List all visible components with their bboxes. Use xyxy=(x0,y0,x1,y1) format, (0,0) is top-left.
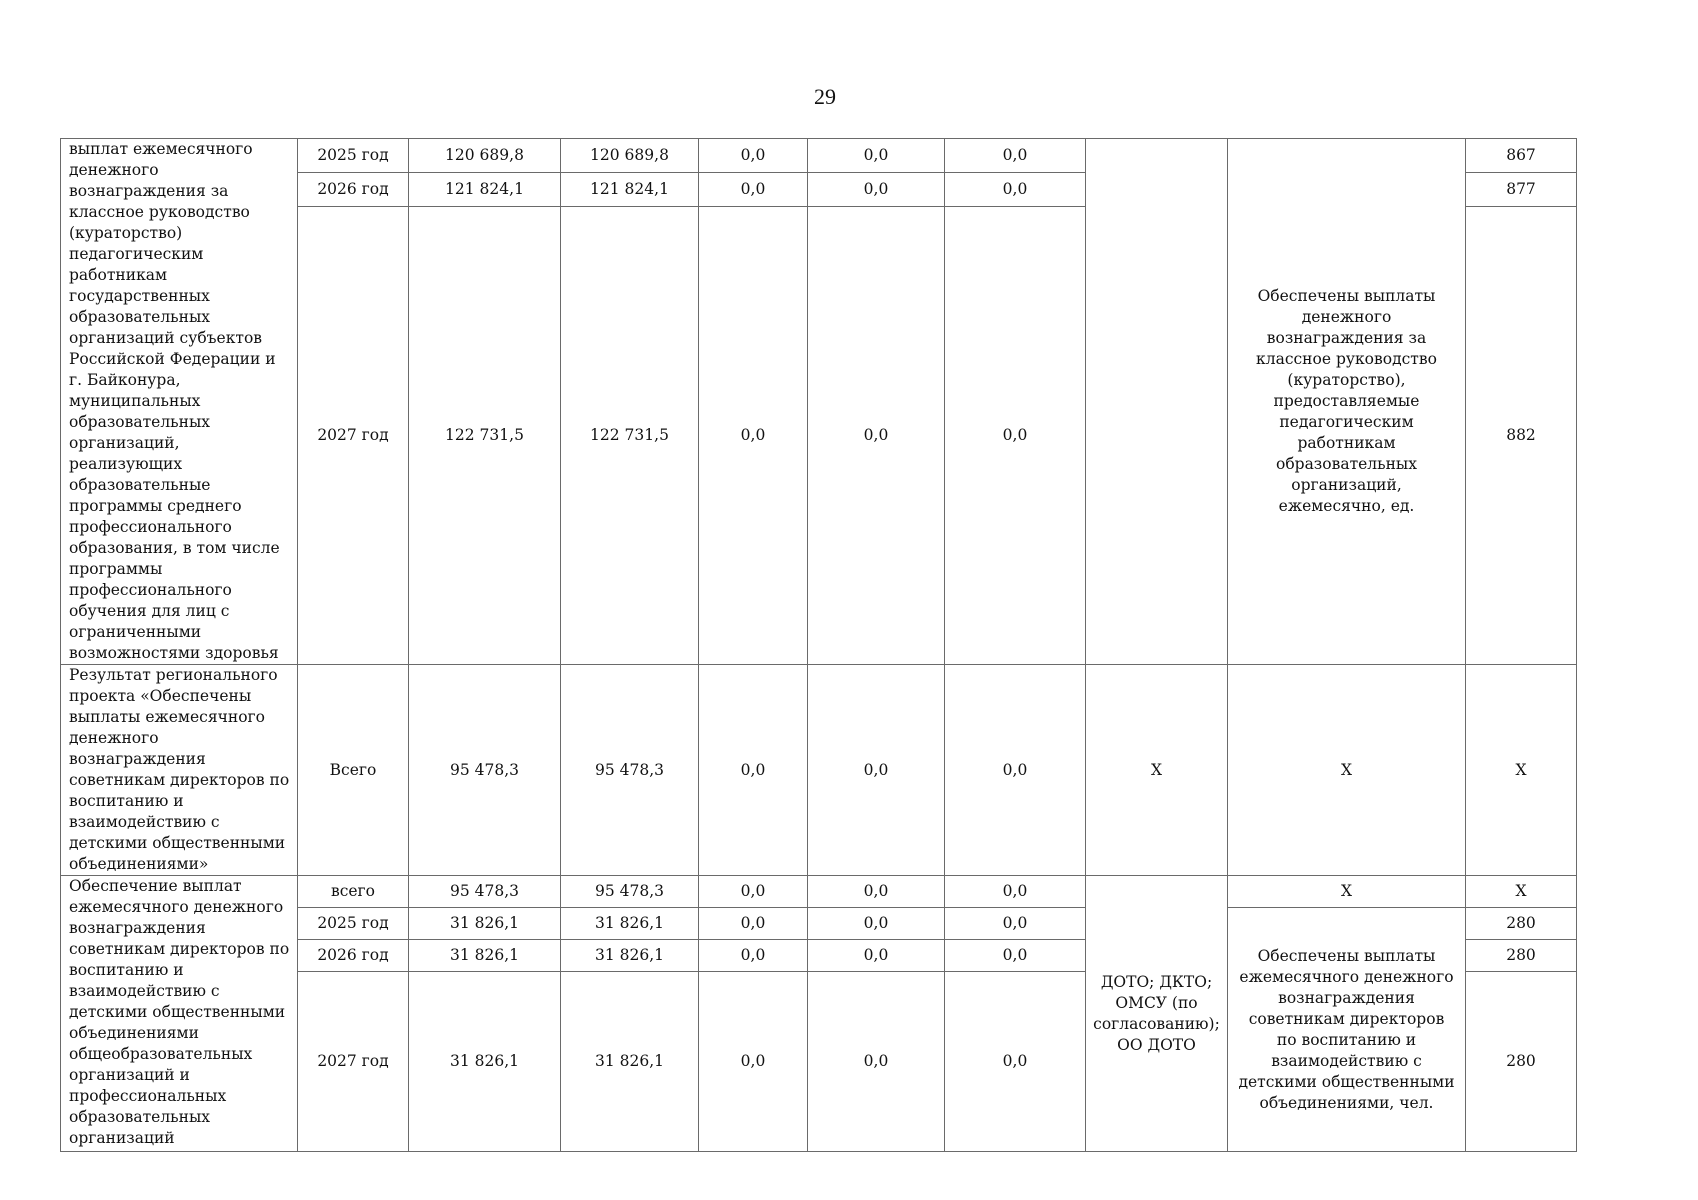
amount-total-cell: 120 689,8 xyxy=(409,139,561,173)
amount-cell: 0,0 xyxy=(699,908,808,940)
budget-table xyxy=(60,138,1577,1152)
indicator-value-cell: 280 xyxy=(1466,908,1577,940)
result-cell: Х xyxy=(1228,665,1466,876)
amount-cell: 0,0 xyxy=(808,876,945,908)
indicator-value-cell: Х xyxy=(1466,876,1577,908)
amount-cell: 0,0 xyxy=(945,207,1086,665)
amount-cell: 0,0 xyxy=(699,972,808,1152)
period-cell: 2027 год xyxy=(298,207,409,665)
amount-cell: 0,0 xyxy=(808,172,945,207)
amount-total-cell: 31 826,1 xyxy=(409,940,561,972)
result-cell: Обеспечены выплаты денежного вознаграждения за классное руководство (кураторство), предоставляемые педагогическим работникам образовательных организаций, ежемесячно, ед. xyxy=(1228,139,1466,665)
amount-cell: 0,0 xyxy=(945,940,1086,972)
indicator-value-cell: 280 xyxy=(1466,972,1577,1152)
amount-cell: 31 826,1 xyxy=(561,908,699,940)
page-number: 29 xyxy=(814,84,836,109)
amount-cell: 95 478,3 xyxy=(561,665,699,876)
result-cell: Х xyxy=(1228,876,1466,908)
amount-cell: 0,0 xyxy=(808,665,945,876)
period-cell: 2026 год xyxy=(298,940,409,972)
amount-total-cell: 95 478,3 xyxy=(409,665,561,876)
table-row xyxy=(61,139,1577,173)
amount-total-cell: 121 824,1 xyxy=(409,172,561,207)
executor-cell xyxy=(1086,139,1228,665)
amount-cell: 0,0 xyxy=(945,665,1086,876)
indicator-value-cell: Х xyxy=(1466,665,1577,876)
amount-cell: 0,0 xyxy=(945,876,1086,908)
executor-cell: Х xyxy=(1086,665,1228,876)
amount-cell: 0,0 xyxy=(808,207,945,665)
amount-total-cell: 122 731,5 xyxy=(409,207,561,665)
amount-cell: 0,0 xyxy=(699,139,808,173)
amount-cell: 122 731,5 xyxy=(561,207,699,665)
amount-cell: 0,0 xyxy=(808,940,945,972)
amount-cell: 0,0 xyxy=(699,940,808,972)
measure-name-cell: Обеспечение выплат ежемесячного денежного вознаграждения советникам директоров по воспитанию и взаимодействию с детскими общественными объединениями общеобразовательных организаций и профессиональных образовательных организаций xyxy=(61,876,298,1152)
indicator-value-cell: 280 xyxy=(1466,940,1577,972)
period-cell: всего xyxy=(298,876,409,908)
period-cell: 2025 год xyxy=(298,908,409,940)
period-cell: 2025 год xyxy=(298,139,409,173)
amount-cell: 121 824,1 xyxy=(561,172,699,207)
amount-cell: 0,0 xyxy=(808,139,945,173)
period-cell: Всего xyxy=(298,665,409,876)
amount-cell: 31 826,1 xyxy=(561,940,699,972)
amount-cell: 120 689,8 xyxy=(561,139,699,173)
period-cell: 2026 год xyxy=(298,172,409,207)
regional-project-result-name: Результат регионального проекта «Обеспечены выплаты ежемесячного денежного вознаграждения советникам директоров по воспитанию и взаимодействию с детскими общественными объединениями» xyxy=(61,665,298,876)
amount-cell: 0,0 xyxy=(808,908,945,940)
amount-cell: 0,0 xyxy=(699,172,808,207)
measure-name-cell: выплат ежемесячного денежного вознаграждения за классное руководство (кураторство) педагогическим работникам государственных образовательных организаций субъектов Российской Федерации и г. Байконура, муниципальных образовательных организаций, реализующих образовательные программы среднего профессионального образования, в том числе программы профессионального обучения для лиц с ограниченными возможностями здоровья xyxy=(61,139,298,665)
amount-cell: 0,0 xyxy=(945,908,1086,940)
amount-cell: 0,0 xyxy=(808,972,945,1152)
amount-total-cell: 31 826,1 xyxy=(409,908,561,940)
indicator-value-cell: 867 xyxy=(1466,139,1577,173)
amount-total-cell: 95 478,3 xyxy=(409,876,561,908)
table-row xyxy=(61,665,1577,876)
indicator-value-cell: 877 xyxy=(1466,172,1577,207)
amount-cell: 0,0 xyxy=(699,876,808,908)
amount-cell: 95 478,3 xyxy=(561,876,699,908)
indicator-value-cell: 882 xyxy=(1466,207,1577,665)
period-cell: 2027 год xyxy=(298,972,409,1152)
amount-cell: 0,0 xyxy=(699,665,808,876)
amount-cell: 0,0 xyxy=(699,207,808,665)
amount-total-cell: 31 826,1 xyxy=(409,972,561,1152)
table-row xyxy=(61,876,1577,908)
amount-cell: 0,0 xyxy=(945,972,1086,1152)
executor-cell: ДОТО; ДКТО; ОМСУ (по согласованию); ОО ДОТО xyxy=(1086,876,1228,1152)
amount-cell: 31 826,1 xyxy=(561,972,699,1152)
result-cell: Обеспечены выплаты ежемесячного денежного вознаграждения советникам директоров по воспитанию и взаимодействию с детскими общественными объединениями, чел. xyxy=(1228,908,1466,1152)
amount-cell: 0,0 xyxy=(945,139,1086,173)
amount-cell: 0,0 xyxy=(945,172,1086,207)
